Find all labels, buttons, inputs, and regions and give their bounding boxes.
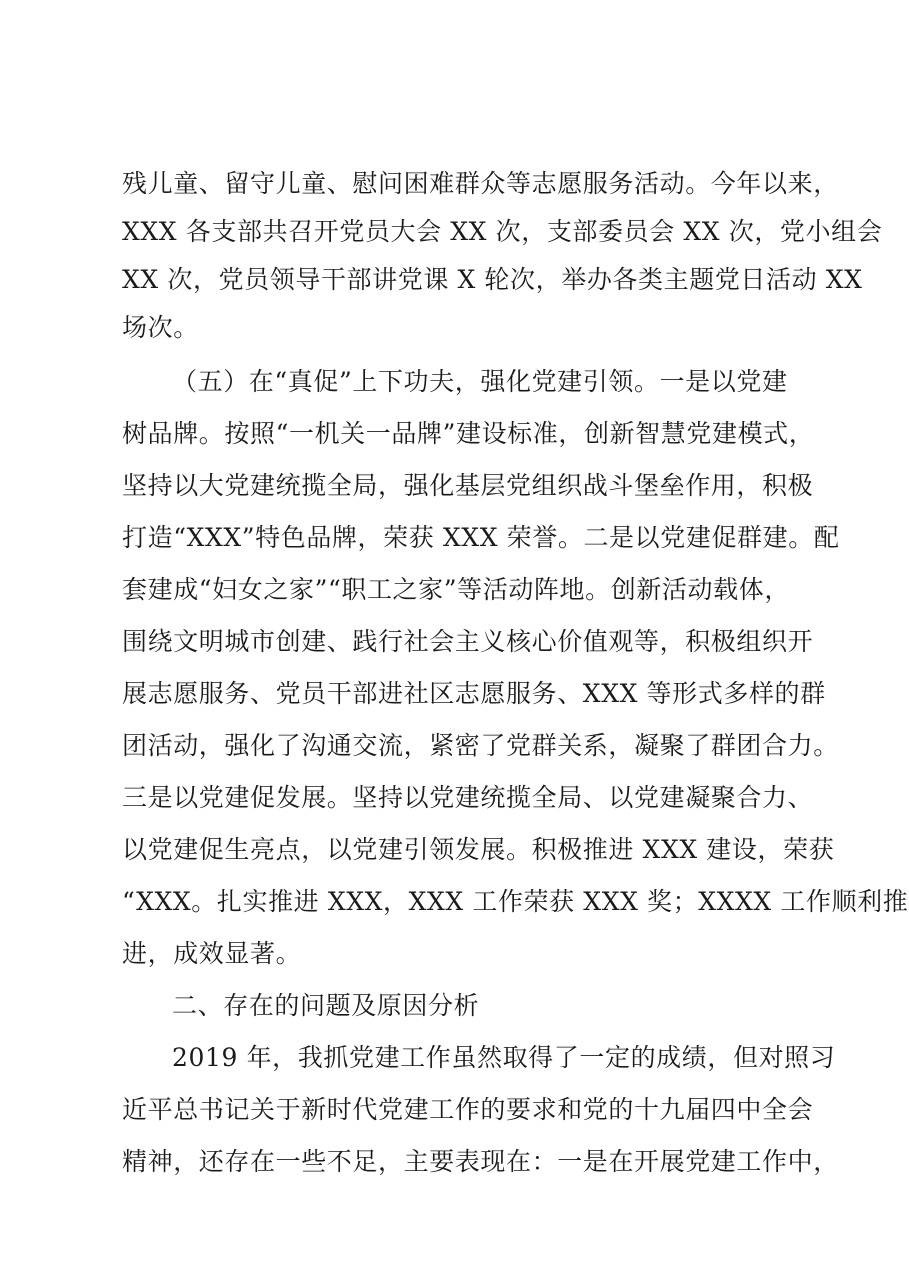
paragraph-line: XX 次，党员领导干部讲党课 X 轮次，举办各类主题党日活动 XX (122, 265, 863, 294)
paragraph-line: 围绕文明城市创建、践行社会主义核心价值观等，积极组织开 (122, 627, 814, 656)
paragraph-line: 打造“XXX”特色品牌，荣获 XXX 荣誉。二是以党建促群建。配 (122, 523, 840, 552)
paragraph-line: 场次。 (122, 313, 199, 342)
paragraph-line: “XXX。扎实推进 XXX，XXX 工作荣获 XXX 奖；XXXX 工作顺利推 (122, 887, 909, 916)
paragraph-line: 树品牌。按照“一机关一品牌”建设标准，创新智慧党建模式， (122, 419, 815, 448)
paragraph-line: 三是以党建促发展。坚持以党建统揽全局、以党建凝聚合力、 (122, 783, 814, 812)
paragraph-line: 精神，还存在一些不足，主要表现在：一是在开展党建工作中， (122, 1147, 839, 1176)
paragraph-line: XXX 各支部共召开党员大会 XX 次，支部委员会 XX 次，党小组会 (122, 217, 883, 246)
paragraph-line: 以党建促生亮点，以党建引领发展。积极推进 XXX 建设，荣获 (122, 835, 835, 864)
paragraph-line: 展志愿服务、党员干部进社区志愿服务、XXX 等形式多样的群 (122, 679, 826, 708)
paragraph-line: 团活动，强化了沟通交流，紧密了党群关系，凝聚了群团合力。 (122, 731, 839, 760)
paragraph-line: 残儿童、留守儿童、慰问困难群众等志愿服务活动。今年以来， (122, 169, 839, 198)
section-heading-line: （五）在“真促”上下功夫，强化党建引领。一是以党建 (172, 367, 788, 396)
paragraph-line: 2019 年，我抓党建工作虽然取得了一定的成绩，但对照习 (172, 1043, 836, 1072)
section-heading: 二、存在的问题及原因分析 (172, 991, 480, 1020)
paragraph-line: 近平总书记关于新时代党建工作的要求和党的十九届四中全会 (122, 1095, 814, 1124)
paragraph-line: 套建成“妇女之家”“职工之家”等活动阵地。创新活动载体， (122, 575, 790, 604)
paragraph-line: 坚持以大党建统揽全局，强化基层党组织战斗堡垒作用，积极 (122, 471, 814, 500)
paragraph-line: 进，成效显著。 (122, 939, 302, 968)
